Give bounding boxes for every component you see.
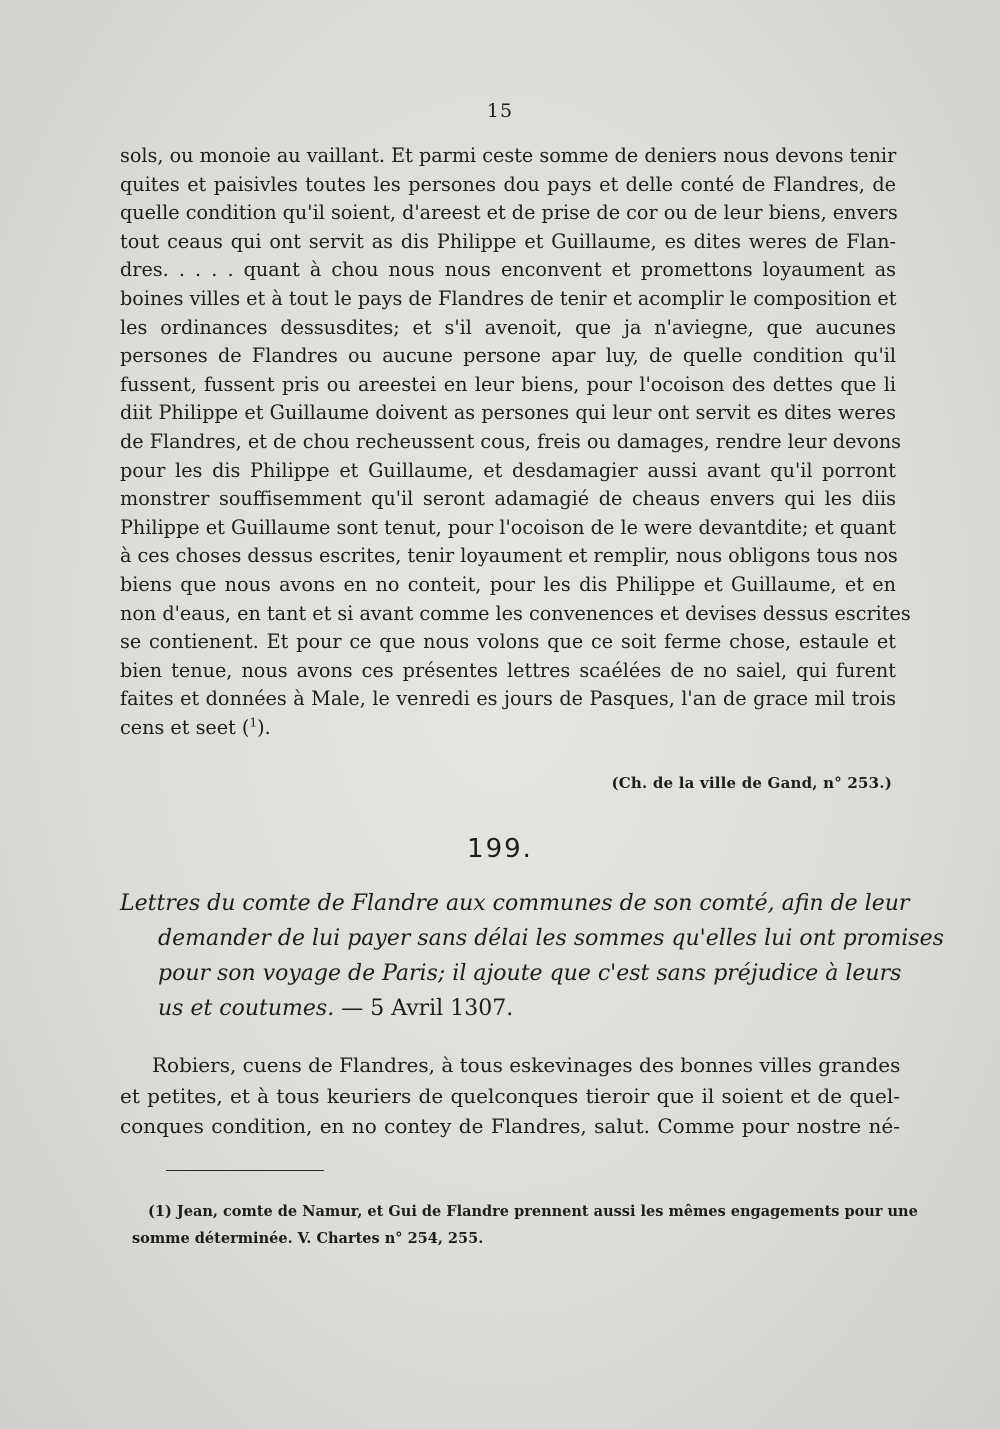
title-last-text: us et coutumes. [158, 996, 335, 1021]
charter-title [120, 886, 944, 1026]
text-line-last [120, 714, 896, 743]
text-line: boines villes et à tout le pays de Flandres de tenir et acomplir le composition et [120, 286, 897, 310]
text-line-last-end: ). [257, 715, 271, 739]
text-line: Philippe et Guillaume sont tenut, pour l'ocoison de le were devantdite; et quant [120, 515, 896, 539]
text-line-last-text: cens et seet ( [120, 715, 250, 739]
text-line: et petites, et à tous keuriers de quelconques tieroir que il soient et de quel- [120, 1083, 900, 1108]
text-line: fussent, fussent pris ou areestei en leur biens, pour l'ocoison des dettes que li [120, 372, 896, 396]
footnote-marker[interactable]: 1 [249, 715, 258, 730]
text-line: biens que nous avons en no conteit, pour les dis Philippe et Guillaume, et en [120, 572, 896, 596]
text-line: quelle condition qu'il soient, d'areest et de prise de cor ou de leur biens, envers [120, 201, 898, 225]
title-line: Lettres du comte de Flandre aux communes de son comté, afin de leur [120, 891, 910, 916]
text-line: diit Philippe et Guillaume doivent as persones qui leur ont servit es dites weres [120, 401, 896, 425]
text-line: de Flandres, et de chou recheussent cous, freis ou damages, rendre leur devons [120, 429, 902, 453]
title-line: pour son voyage de Paris; il ajoute que c'est sans préjudice à leurs [158, 961, 902, 986]
text-line: monstrer souffisemment qu'il seront adamagié de cheaus envers qui les diis [120, 487, 896, 511]
text-line: pour les dis Philippe et Guillaume, et desdamagier aussi avant qu'il porront [120, 458, 896, 482]
charter-198-text [120, 142, 911, 742]
footnote-divider [166, 1170, 324, 1171]
title-line-last [120, 991, 900, 1026]
text-line: Robiers, cuens de Flandres, à tous eskevinages des bonnes villes grandes [152, 1053, 901, 1077]
text-line: bien tenue, nous avons ces présentes lettres scaélées de no saiel, qui furent [120, 658, 896, 682]
text-line: les ordinances dessusdites; et s'il avenoit, que ja n'aviegne, que aucunes [120, 315, 896, 339]
text-line: tout ceaus qui ont servit as dis Philippe et Guillaume, es dites weres de Flan- [120, 229, 896, 253]
text-line: non d'eaus, en tant et si avant comme les convenences et devises dessus escrites [120, 601, 911, 625]
text-line: dres. . . . . quant à chou nous nous enconvent et promettons loyaument as [120, 258, 896, 282]
text-line: conques condition, en no contey de Flandres, salut. Comme pour nostre né- [120, 1114, 900, 1138]
footnote-line: somme déterminée. V. Chartes n° 254, 255. [132, 1230, 484, 1247]
text-line: sols, ou monoie au vaillant. Et parmi ceste somme de deniers nous devons tenir [120, 144, 897, 167]
charter-199-text [120, 1050, 900, 1142]
source-reference: (Ch. de la ville de Gand, n° 253.) [611, 774, 892, 792]
text-line: quites et paisivles toutes les persones dou pays et delle conté de Flandres, de [120, 172, 896, 196]
footnote-line: (1) Jean, comte de Namur, et Gui de Flandre prennent aussi les mêmes engagements pour une [148, 1203, 918, 1220]
text-line: persones de Flandres ou aucune persone apar luy, de quelle condition qu'il [120, 344, 896, 368]
page-number: 15 [486, 100, 514, 122]
charter-date: — 5 Avril 1307. [334, 996, 514, 1021]
title-line: demander de lui payer sans délai les sommes qu'elles lui ont promises [158, 926, 944, 951]
text-line: se contienent. Et pour ce que nous volons que ce soit ferme chose, estaule et [120, 630, 896, 654]
footnotes [132, 1198, 918, 1252]
charter-number: 199. [467, 834, 533, 864]
text-line: faites et données à Male, le venredi es jours de Pasques, l'an de grace mil trois [120, 687, 896, 711]
text-line: à ces choses dessus escrites, tenir loyaument et remplir, nous obligons tous nos [120, 544, 898, 568]
